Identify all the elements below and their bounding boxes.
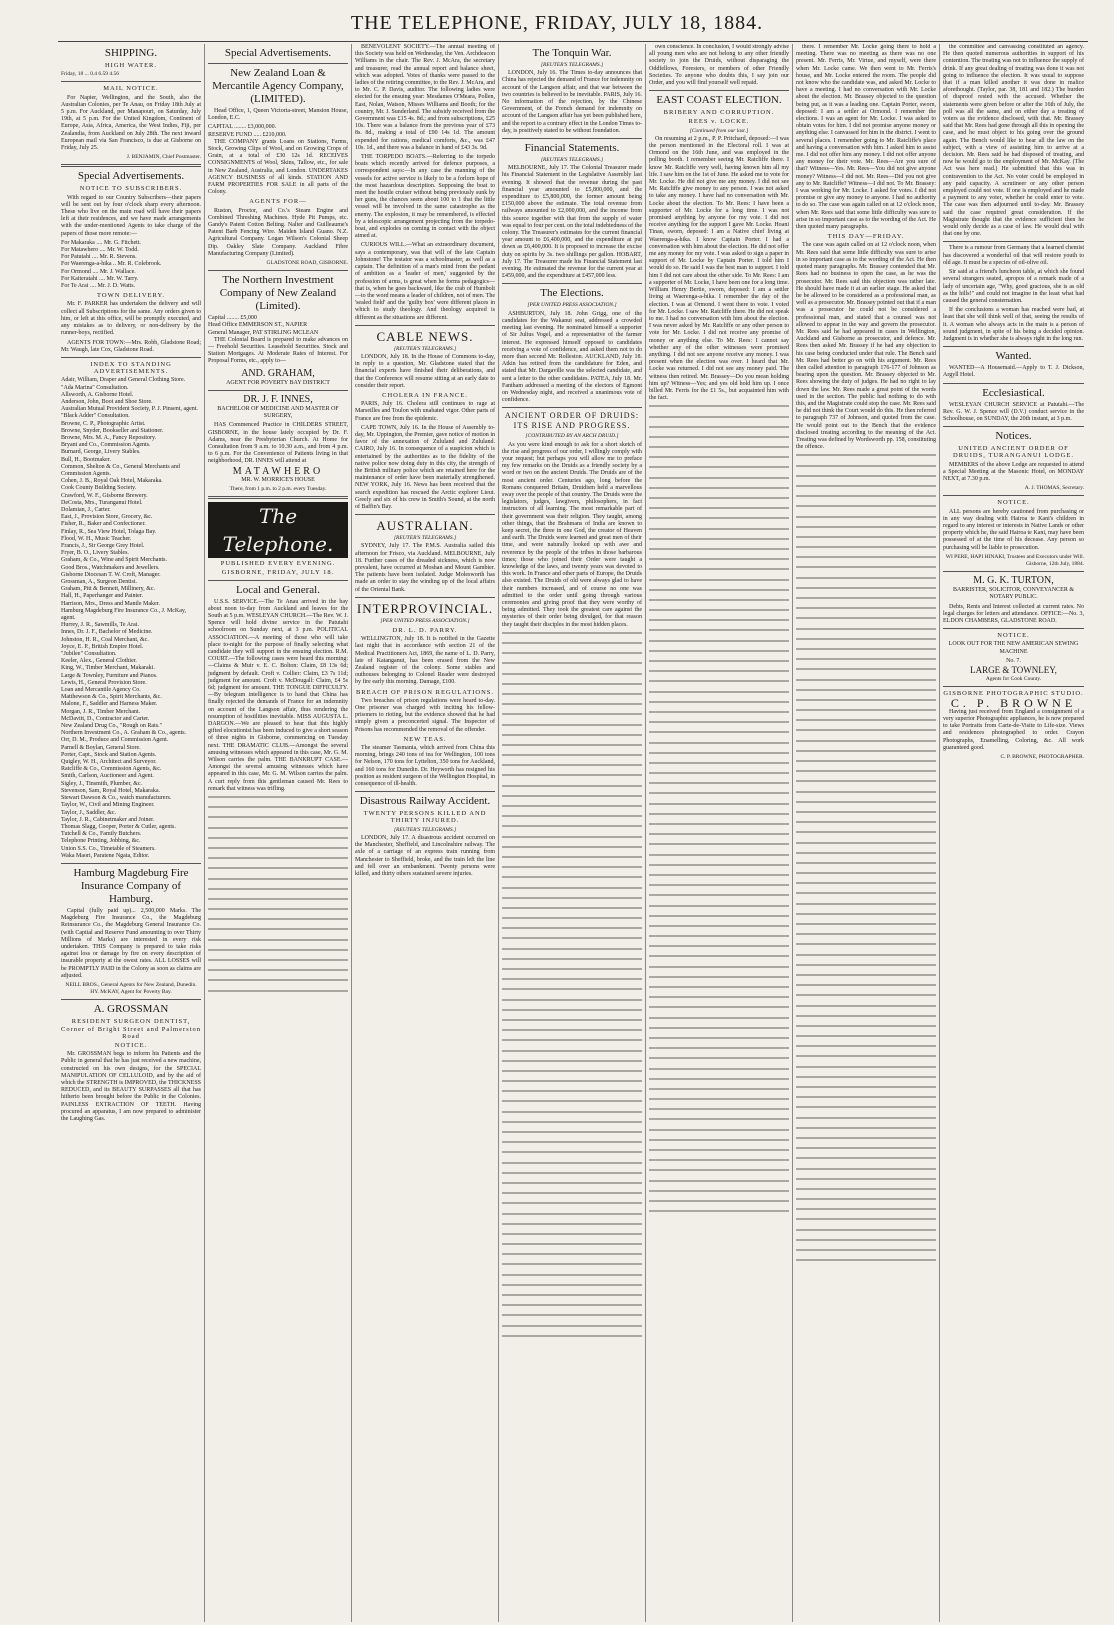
elections-text: ASHBURTON, July 18. John Grigg, one of the candidates for the Wakanui seat, addressed a crowded meeting last evening. He nominated himself a supporter of Sir Julius Vogel, and a representative of the farmer interest. He expressed himself opposed to candidates receiving a vote of confidence, and asked them not to do more than second Mr. Rolleston. AUCKLAND, July 18. Atkin has retired from the candidature for Eden, and stated that Mr. Dargaville was the selected candidate, and sent a letter to the other candidates. PATEA, July 18. Mr. Fantham addressed a meeting of the electors of Egmont on Wednesday night, and received a unanimous vote of confidence. (502, 310, 642, 404)
agents-text: Ruston, Proctor, and Co.'s Steam Engine and Combined Threshing Machines. Hyde Pit Pumps, etc. Gandy's Patent Cotton Belting. Nalter and Guilleaume's Patent Barb Fencing Wire. Maiden Island Guano. N.Z. Agricultural Company. Logan Wilson's Colonial Sheep Dip. Oakley Slate Company. Auckland Fibre Manufacturing Company (Limited). (208, 207, 348, 257)
index-item: Matthewson & Co., Spirit Merchants, &c. (61, 694, 162, 701)
grossman-heading: A. GROSSMAN (93, 1003, 169, 1016)
teas-text: The steamer Tasmania, which arrived from China this morning, brings 240 tons of tea for Wellington, 100 tons for Nelson, 170 tons for Lyttelton, 350 tons for Auckland, and 160 tons for Dunedin. Dr. Heyworth has resigned his position as resident surgeon of the Wellington Hospital, in consequence of ill-health. (355, 745, 495, 788)
index-item: Francis, J., Sir George Grey Hotel. (61, 542, 145, 549)
tonquin-heading: The Tonquin War. (532, 47, 612, 59)
text-filler (796, 454, 936, 1266)
browne-text: Having just received from England a consignment of a very superior Photographic appliances, he is now prepared to take Portraits from Carte-de-Visite to Life-size. Views and residences photographed to order. Crayon Photographs, Enamelling, Coloring, &c. All work guaranteed good. (943, 708, 1084, 751)
northern-capital: Capital ........ £5,000 (208, 315, 257, 322)
lookout-ad: LOOK OUT FOR THE NEW AMERICAN SEWING MACHINE (948, 641, 1079, 655)
northern-text: THE Colonial Board is prepared to make advances on— Freehold Securities. Leasehold Securities. Stock and Station Mortgages. At Moderate Rates of Interest. For Proposal Forms, etc., apply to— (208, 336, 348, 365)
index-item: Hall, H., Paperhanger and Painter. (61, 593, 143, 600)
divider (355, 325, 495, 326)
railway-text: LONDON, July 17. A disastrous accident occurred on the Manchester, Sheffield, and Lincolnshire railway. The axle of a carriage of an express train running from Manchester to Sheffield, broke, and the train left the line and fell over an embankment. Twenty persons were killed, and thirty others sustained severe injuries. (355, 834, 495, 877)
index-item: Taylor, J. R., Cabinetmaker and Joiner. (61, 816, 155, 823)
financial-heading: Financial Statements. (524, 142, 620, 155)
index-item: Browne, Snyder, Bookseller and Stationer. (61, 427, 164, 434)
index-item: Good Bros., Watchmakers and Jewellers. (61, 564, 160, 571)
divider (943, 426, 1084, 427)
rees-locke-text: On resuming at 2 p.m., P. P. Pritchard, deposed:—I was the person mentioned in the Electoral roll. I was at Ormond on the 16th June, and was employed in the polling booth. I remember seeing Mr. Ratcliffe there. I know Mr. Ratcliffe very well, having known him all my life. I saw him on the 1st of June. He asked me to vote for Mr. Locke. He did not give me any money. I did not see Mr. Ratcliffe give money to any person. I was not asked to take any money. I have had no conversation with Mr. Locke about the election. To Mr. Rees: I have been a supporter of Mr. Locke for a long time. I was not promised anything by anyone for my vote. I did not receive anything for the support I gave Mr. Locke. Hoani Tinau, sworn, deposed: I am a Native chief living at Waerenga-a-hika. I know Captain Porter. I had a conversation with him about the election. He did not offer me any money for my vote. I was asked to sign a paper in support of Mr. Locke by Captain Porter. I told him I would do so. He said I was the best man to support. I told him I did not care about the other side. To Mr. Rees: I am a supporter of Mr. Locke, I have been one for a long time. William Henry Bertie, sworn, deposed: I am a settler living at Waerenga-a-hika. I remember the day of the election. I was at Ormond. I went there to vote. I voted for Mr. Locke. I saw Mr. Ratcliffe there. He did not speak to me. I had no conversation with him about the election. I was never asked by Mr. Ratcliffe or any other person to vote for Mr. Locke. I did not receive any promise of money or anything else. To Mr. Rees: I cannot say whether any of the other witnesses were promised anything. I did not see anyone receive any money. I was present when the election was over. I heard that Mr. Locke was returned. I did not see any money paid. The witness then retired. Mr. Brassey—Do you mean holding him up? Witness—Yes; and yes old hold him up. I once billed Mr. Ferris for the £1 5s., but acquainted him with the fact. (649, 135, 789, 402)
notice-text: ALL persons are hereby cautioned from purchasing or in any way dealing with Hairoa te Kani's children in regard to any interest or interests in Native Lands or other property which he, the said Hairoa te Kani, may have been possessed of at the time of his decease. Any person so purchasing will be liable to prosecution. (943, 508, 1084, 551)
index-item: Hurrey, J. R., Sawmills, Te Arai. (61, 622, 139, 629)
divider (943, 686, 1084, 687)
argument-text: the committee and canvassing constituted an agency. He then quoted numerous authorities in support of his contention. The treating was not to influence the supply of drink. If any great dealing of treating was done it was not going to influence the election. It was usual to suppose that if a man killed another it was done in malice aforethought. (Taylor, par. 38, 181 and 182.) The burden of disproof rested with the accused. Whether the statements were given before or after the 16th of July, the poll was all the same, and on either day a treating of voters as the evidence disclosed, with that. Mr. Brassey said that Mr. Rees had gone through all this in opening the case, and he must object to his going over the ground again. The Bench would like to hear all the law on the subject, with a view of assisting him to arrive at a decision. Mr. Rees said he had disposed of treating, and now he would go to the employment of Mr. McKay. (The Act was here read.) He submitted that this was in contravention to the Act. No voter could be employed in any paid capacity. A scrutineer or any other person employed could not vote. If one is employed and he made a payment to any voter, whether he could enter to vote. The case was then adjourned until to-day. Mr. Brassey said the case required great consideration. If the Magistrate thought that the evidence sufficient then he would only decide as a case of law. He would deal with that one by one. (943, 44, 1084, 238)
column-2 (205, 44, 352, 1622)
breach-text: Two breaches of prison regulations were heard to-day. One prisoner was charged with inciting his fellow-prisoners to rioting, but the evidence showed that he had simply given a preconcerted signal. The Inspector of Prisons has recommended the removal of the offender. (355, 697, 495, 733)
index-item: Graham, Pitt & Bennett, Millinery, &c. (61, 586, 156, 593)
index-item: Keeler, Alex., General Clothier. (61, 658, 137, 665)
masthead-title: THE TELEPHONE, FRIDAY, JULY 18, 1884. (350, 12, 764, 34)
australian-caption: [REUTER'S TELEGRAMS.] (393, 535, 457, 542)
graham-name: AND. GRAHAM, (241, 367, 315, 379)
large-townley: LARGE & TOWNLEY, (970, 665, 1057, 676)
index-item: Joyce, E. P., British Empire Hotel. (61, 643, 144, 650)
local-heading: Local and General. (236, 583, 320, 596)
friday-text: The case was again called on at 12 o'clock noon, when Mr. Rees said that some little difficulty was sure to arise in so important case as to the wording of the Act. He then quoted many paragraphs. Mr. Brassey contended that Mr. Rees had no business to open the case, as he was the prosecutor. Mr. Rees said this objection was rather late. He should have made it at an earlier stage. He asked that he be allowed to be considered as a professional man, as well as a prosecutor. Mr. Brassey pointed out that if a man was a prosecutor he could not be considered a professional man, and stated that a counsel was not allowed to appear in the way and govern the prosecutor. Mr. Rees said he had appeared in cases in Wellington, Auckland and Gisborne as prosecutor, and defence. Mr. Rees then asked Mr. Brassey if he had any objection to his case being conducted under that rule. The Bench said Mr. Rees had better go on with his argument. Mr. Rees then called attention to paragraph 176-177 of Johnson as bearing upon the question. Mr. Brassey objected to Mr. Rees showing the duty of judges. He had no right to lay down the law. Mr. Rees made a great point of the words used in the section. The public had nothing to do with this, and the Magistrate could stop the case. Mr. Rees said he did not think the Court would do this. He then referred to paragraph 737 of Johnson, and quoted from the case. He would point out to the Bench that the evidence disclosed treating according to the meaning of the Act. Treating was defined by Wordsworth pp. 158, constituting the offence. (796, 242, 936, 451)
grossman-subheading: RESIDENT SURGEON DENTIST, Corner of Bright Street and Palmerston Road (61, 1018, 201, 1040)
index-item: Tutchell & Co., Family Butchers. (61, 831, 142, 838)
index-item: Adair, William, Draper and General Clothing Store. (61, 377, 186, 384)
index-item: Stewart Dawson & Co., watch manufacturers. (61, 795, 172, 802)
hamburg-heading: Hamburg Magdeburg Fire Insurance Company of Hamburg. (73, 866, 189, 905)
list-item: For Te Arai .... Mr. J. D. Watts. (61, 283, 136, 290)
divider (649, 90, 789, 91)
mail-heading: MAIL NOTICE. (103, 85, 159, 93)
divider (943, 628, 1084, 629)
index-item: Loan and Mercantile Agency Co. (61, 687, 141, 694)
northern-heading: The Northern Investment Company of New Zealand (Limited). (219, 274, 337, 313)
index-item: Waka Maori, Paratene Ngata, Editor. (61, 852, 150, 859)
hearing-text: there. I remember Mr. Locke going there to hold a meeting. There was no meeting as there was no one present. Mr. Ferris, Mr. Virtue, and myself, were there when Mr. Locke came. We then went to Mr. Ferris's house, and Mr. Locke entered the room. The people did not know who the candidate was, and asked Mr. Locke to have a meeting. I had no conversation with Mr. Locke about the election. Mr. Brassey objected to the question being put, as it was a leading one. Captain Porter, sworn, deposed: I am a settler at Ormond. I remember the elections. I was an agent for Mr. Locke. I was asked to obtain votes for him. I did not promise anyone money or anything else. I canvassed for him in the district. I went to several places. I remember going to Mr. Ratcliffe's place and having a conversation with him. I asked him to assist me. I did not offer him any money. I did not offer anyone any money for their vote. Mr. Rees—Are you sure of that? Witness—Yes. Mr. Rees—You did not give anyone money? Witness—I did not. Mr. Rees—Did you not give any to Mr. Ratcliffe? Witness—I did not. To Mr. Brassey: I was working for Mr. Locke. I asked for votes. I did not promise or give any money to anyone. I had no authority to do so. The case was again called on at 12 o'clock noon, when Mr. Rees said that some little difficulty was sure to arise in so important case as to the wording of the Act. He then quoted many paragraphs. (796, 44, 936, 231)
index-item: Lewis, H., General Provision Store. (61, 679, 147, 686)
innes-name: DR. J. F. INNES, (243, 393, 313, 405)
elections-heading: The Elections. (540, 287, 604, 300)
index-item: Morgan, J. R., Timber Merchant. (61, 708, 141, 715)
hamburg-signature: NEILL BROS., General Agents for New Zealand, Dunedin. HY. McKAY, Agent for Poverty Bay. (65, 981, 197, 996)
innes-ad (208, 394, 348, 420)
column-4 (499, 44, 646, 1622)
index-item: Browne, C. P., Photographic Artist. (61, 420, 146, 427)
subscribers-heading: NOTICE TO SUBSCRIBERS. (79, 185, 183, 193)
turton-text: Debts, Rents and Interest collected at current rates. No legal charges for letters and attendance. OFFICE:—No. 3, ELDON CHAMBERS, GLADSTONE ROAD. (943, 603, 1084, 624)
list-item: For Patutahi .... Mr. R. Stevens. (61, 254, 137, 261)
parry-heading: DR. L. D. PARRY. (392, 627, 458, 635)
druids-notice-heading: UNITED ANCIENT ORDER OF DRUIDS, TURANGANUI LODGE. (953, 445, 1074, 460)
benevolent-text: BENEVOLENT SOCIETY.—The annual meeting of this Society was held on Wednesday, the Ven. Archdeacon Williams in the chair. The Rev. J. McAra, the secretary and treasurer, read the annual report and balance sheet, which was adopted. Votes of thanks were passed to the ladies of the retiring committee, to the Rev. J. McAra, and to Mr. C. P. Davis, auditor. The following ladies were elected for the ensuing year: Mesdames O'Meara, Pollen, East, Nolan, Watson, Misses Williams and Booth; for the country, Mr. J. Sunderland. The subsidy received from the Government was £15 4s. 8d.; and from subscriptions, £25 10s. There was a balance from the previous year of £73 8s. 8d., making a total of £90 14s 1d. The amount expended for rations, medical comforts, &c., was £47 10s. 1d., and there was a balance in hand of £43 3s. 9d. (355, 44, 495, 151)
index-item: Quigley, W. H., Architect and Surveyor. (61, 759, 157, 766)
torpedo-text: THE TORPEDO BOATS.—Referring to the torpedo boats which recently arrived for defence purposes, a correspondent says:—In any case the manning of the vessels for active service is likely to be a forlorn hope of the most hazardous description. Supposing the boat to meet the hostile cruiser without being previously sunk by her guns, the chances seem about 100 to 1 that the little vessel will be involved in the same catastrophe as the enemy. The explosion, it may be remembered, is effected by a telescopic arrangement projecting from the torpedo-boat, and explodes on coming in contact with the object aimed at. (355, 154, 495, 240)
breach-heading: BREACH OF PRISON REGULATIONS. (355, 688, 495, 696)
divider (943, 346, 1084, 347)
index-item: Northern Investment Co., A. Graham & Co., agents. (61, 730, 187, 737)
reserve-line: RESERVE FUND ..... £210,000. (208, 131, 287, 138)
index-item: "Black Adder" Consultation. (61, 413, 130, 420)
index-item: Crawford, W. F., Gisborne Brewery. (61, 492, 148, 499)
index-item: Gisborne Diocesan T. W. Croft, Manager. (61, 571, 161, 578)
masthead (0, 0, 1114, 42)
index-item: Johnston, H. R., Coal Merchant, &c. (61, 636, 149, 643)
list-item: For Matawhero .... Mr. W. Todd. (61, 247, 139, 254)
conclusions-text: If the conclusions a woman has reached were bad, at least that she will think well of that, seeing the results of it. A woman who always acts in the main is a person of sound judgment, in spite of his being a decided opinion. Judgment is in whether she is always right in the long run. (943, 307, 1084, 342)
railway-subheading: TWENTY PERSONS KILLED AND THIRTY INJURED. (363, 810, 487, 825)
column-5 (646, 44, 793, 1622)
masthead-rule (58, 41, 1088, 42)
nz-loan-office: Head Office, 1, Queen Victoria-street, Mansion House, London, E.C. (208, 108, 348, 122)
divider (61, 863, 201, 864)
bribery-heading: BRIBERY AND CORRUPTION. (663, 109, 775, 117)
tide-heading: HIGH WATER. (104, 62, 158, 69)
capital-line: CAPITAL ........ £3,000,000. (208, 124, 277, 131)
divider (943, 241, 1084, 242)
large-townley-subtitle: Agents for Cook County. (985, 676, 1042, 683)
east-coast-heading: EAST COAST ELECTION. (656, 94, 782, 107)
index-item: "Jubilee" Consultation. (61, 651, 117, 658)
railway-heading: Disastrous Railway Accident. (359, 795, 491, 808)
town-agents: AGENTS FOR TOWN:—Mrs. Robb, Gladstone Road; Mr. Waugh, late Cox, Gladstone Road. (61, 339, 201, 353)
special-heading: Special Advertisements. (77, 170, 185, 183)
grossman-text: Mr. GROSSMAN begs to inform his Patients and the Public in general that he has just received a new machine, constructed on his own designs, for the SPECIAL MANIPULATION OF CELLULOID, and by the aid of which the STRENGTH is IMPROVED, the THICKNESS REDUCED, and its BEAUTY SURPASSES all that has hitherto been brought before the Public in the Colonies. PAINLESS EXTRACTION OF TEETH. Having procured an apparatus, I am now prepared to administer the Laughing Gas. (61, 1051, 201, 1122)
cable-text: LONDON, July 18. In the House of Commons to-day, in reply to a question, Mr. Gladstone stated that the financial experts have finished their deliberations, and that the Conference will resume sitting at an early date to consider their report. (355, 353, 495, 389)
innes-subtitle: BACHELOR OF MEDICINE AND MASTER OF SURGERY, (217, 405, 339, 420)
hamburg-text: Capital (fully paid up)... 2,500,000 Marks. The Magdeburg Fire Insurance Co., the Magdeburg Reinsurance Co., the Magdeburg General Insurance Co. (with Capital and Reserve Fund amounting to over Thirty Millions of Marks) are interested in every risk undertaken. THIS Company is prepared to take risks against loss or damage by fire on every description of insurable property at the owest rates. ALL LOSSES will be PROMPTLY PAID in the Colony as soon as claims are adjusted. (61, 907, 201, 979)
graham-ad (208, 368, 348, 387)
index-item: Parnell & Boylan, General Store. (61, 744, 141, 751)
index-item: New Zealand Drug Co., "Rough on Rats." (61, 723, 163, 730)
column-3 (352, 44, 499, 1622)
column-7 (940, 44, 1087, 1622)
published-line: PUBLISHED EVERY EVENING. (220, 560, 336, 568)
divider (61, 164, 201, 167)
interprovincial-caption: [PER UNITED PRESS ASSOCIATION.] (380, 617, 470, 624)
machine-number: No. 7. (1006, 657, 1021, 664)
cable-caption: [REUTER'S TELEGRAMS.] (393, 345, 457, 352)
index-item: Taylor, J., Saddler, &c. (61, 809, 117, 816)
index-item: Burnard, George, Livery Stables. (61, 449, 141, 456)
graham-subtitle: AGENT FOR POVERTY BAY DISTRICT (226, 379, 330, 386)
index-item: Malone, F., Saddler and Harness Maker. (61, 701, 158, 708)
druids-conclusion: own conscience. In conclusion, I would strongly advise all young men who are not belong to any other friendly society to join the Druids, without disparaging the Oddfellows, Foresters, or members of other Friendly Societies. To anyone who doubts this, I say join our Order, and you will find yourself well repaid. (649, 44, 789, 87)
browne-name: C. P. BROWNE (950, 695, 1077, 710)
druids-caption: [CONTRIBUTED BY AN ARCH DRUID.] (525, 433, 619, 440)
dateline: GISBORNE, FRIDAY, JULY 18. (221, 569, 335, 577)
text-filler (208, 796, 348, 997)
turton-ad (943, 575, 1084, 601)
index-item: Telephone Printing, Jobbing, &c. (61, 838, 141, 845)
index-item: Innes, Dr. J. F., Bachelor of Medicine. (61, 629, 153, 636)
local-text: U.S.S. SERVICE.—The Te Anau arrived in the bay about noon to-day from Auckland and leaves for the South at 5 p.m. WESLEYAN CHURCH.—The Rev. W. J. Spence will hold divine service in the Patutahi schoolroom on Sunday next, at 3 p.m. POLITICAL ASSOCIATION.—A meeting of those who will take place to-night for the purpose of finally selecting what candidate they will support in the ensuing election. R.M. COURT.—The following cases were heard this morning:—Claims & Muir v. E. C. Bolton: Claim, £8 13s 6d; judgment by default. Croft v. Collier: Claim, £3 7s 11d; judgment for amount. Croft v. McDougall: Claim, £4 5s 6d; judgment for amount. THE TONGUE DIFFICULTY.—By telegram intelligence is to hand that China has finally rejected the demands of France for an indemnity on account of the Langson affair, thus rendering the resumption of hostilities inevitable. MISS AUGUSTA L. DARGON.—We are pleased to hear that this highly gifted elocutionist has been induced to give a short season of three nights in Gisborne, commencing on Tuesday next. THE DRAMATIC CLUB.—Amongst the several amusing witnesses which appeared in this case, Mr. G. M. Wilson carries the palm. THE BANKRUPT CASE.—Amongst the several amusing witnesses which have appeared in this case, Mr. G. M. Wilson carries the palm. A curt reply from this gentleman caused Mr. Rees to remark that witness was trifling. (208, 598, 348, 792)
index-item: Thomas Slagg, Cooper, Porter & Cutler, agents. (61, 823, 176, 830)
elections-caption: [PER UNITED PRESS ASSOCIATION.] (527, 302, 617, 309)
index-item: Ratcliffe & Co., Commission Agents, &c. (61, 766, 162, 773)
index-item: Dolamian, J., Carter. (61, 506, 111, 513)
index-item: Harrison, Mrs., Dress and Mantle Maker. (61, 600, 160, 607)
grossman-notice: NOTICE. (114, 1041, 148, 1049)
cholera-heading: CHOLERA IN FRANCE. (382, 391, 468, 399)
divider (502, 138, 642, 139)
ecclesiastical-text: WESLEYAN CHURCH SERVICE at Patutahi.—The Rev. G. W. J. Spence will (D.V.) conduct service in the Schoolhouse, on SUNDAY, the 20th instant, at 3 p.m. (943, 401, 1084, 422)
index-item: DeCosta, Mrs., Turanganui Hotel. (61, 499, 143, 506)
list-item: For Waerenga-a-hika .. Mr. R. Colebrook. (61, 261, 162, 268)
index-item: McDavitt, D., Contractor and Carter. (61, 715, 150, 722)
index-item: King, W., Timber Merchant, Makaraki. (61, 665, 155, 672)
friday-heading: THIS DAY—FRIDAY. (827, 233, 905, 241)
turton-subtitle: BARRISTER, SOLICITOR, CONVEYANCER & NOTARY PUBLIC. (952, 587, 1075, 601)
cholera-text: PARIS, July 16. Cholera still continues to rage at Marseilles and Toulon with unabated vigor. Other parts of France are free from the epidemic. (355, 401, 495, 422)
druids-notice-text: MEMBERS of the above Lodge are requested to attend a Special Meeting at the Masonic Hotel, on MONDAY NEXT, at 7.30 p.m. (943, 461, 1084, 482)
interprovincial-heading: INTERPROVINCIAL. (356, 600, 494, 616)
notices-heading: Notices. (995, 430, 1032, 443)
subscribers-text: With regard to our Country Subscribers—their papers will be sent out by four o'clock sharp every afternoon. These who live on the main road will have their papers left at their residences, and we have made arrangements with the under-mentioned Agents to take charge of the papers of those more remote:— (61, 194, 201, 237)
nz-loan-text: THE COMPANY grants Loans on Stations, Farms, Stock, Growing Clips of Wool, and on Growing Crops of Grain, at a total of £30 12s 1d. RECEIVES CONSIGNMENTS of Wool, Skins, Tallow, etc., for sale in New Zealand, Australia, and London. UNDERTAKES AGENCY BUSINESS of all kinds. STATION AND FARM PROPERTIES FOR SALE in all parts of the Colony. (208, 138, 348, 196)
index-item: Sigley, J., Tinsmith, Plumber, &c. (61, 780, 143, 787)
mail-signature: J. BENJAMIN, Chief Postmaster. (126, 154, 201, 161)
tonquin-caption: [REUTER'S TELEGRAMS.] (540, 62, 604, 68)
cable-heading: CABLE NEWS. (376, 328, 474, 344)
druids-text: As you were kind enough to ask for a short sketch of the rise and progress of our order, I willingly comply with your request; but perhaps you will allow me to preface my few remarks on the Druids as a friendly society by a word or two on the ancient Druids. The Druids are of the most ancient order. Centuries ago, long before the Romans conquered Britain, Druidism held a marvellous sway over the people of that country. The Druids were the legislators, judges, lawgivers, philosophers, in fact instructors of all learning. The most remarkable part of their government was their religion. They taught, among other things, that the Brahmans of India are known to keep secret, the three in one God, the creator of Heaven and earth. The Druids were learned and great men of their time, and were naturally looked up with awe and reverence by the people of the tribes in those barbarous times; those who joined their Order were taught a knowledge of the laws, and twenty years was devoted to this work. In France and other parts of Europe, the Druids also existed. The Druids of old were always glad to have their numbers increased, and of course no one was admitted to the order until going through various ceremonies and giving proof that they were worthy of being admitted. They took the greatest care against the mysteries of their order being divulged, for that reason they taught their disciples in the most hidden places. (502, 441, 642, 628)
divider (208, 390, 348, 391)
index-item: Browne, Mrs. M. A., Fancy Repository. (61, 434, 157, 441)
town-text: Mr. F. PARKER has undertaken the delivery and will collect all Subscriptions for the same. Any orders given to him, or left at this office, will be promptly executed, and any mistakes as to delivery, or non-delivery by the runner-boys, rectified. (61, 301, 201, 337)
text-filler (649, 405, 789, 1217)
agents-heading: AGENTS FOR— (249, 198, 307, 206)
luncheon-text: Sir said at a friend's luncheon table, at which she found several strangers seated, apropos of a remark made of a lady of uncertain age, "Why, good gracious, she is as old as the hills!" and could not imagine in the least what had caused the general consternation. (943, 269, 1084, 304)
index-item: Cook County Building Society. (61, 485, 137, 492)
index-item: Porter, Capt., Stock and Station Agents. (61, 751, 157, 758)
studio-heading: GISBORNE PHOTOGRAPHIC STUDIO. (943, 690, 1084, 698)
australian-text: SYDNEY, July 17. The P.M.S. Australia sailed this afternoon for Frisco, via Auckland. MELBOURNE, July 18. Further cases of the dreaded sickness, which is now prevalent, have occurred at Moshan and Mount Gambier. The patients have been isolated. Judge Molesworth has made an order to stay the winding up of the local affairs of the Oriental Bank. (355, 543, 495, 593)
text-filler (502, 632, 642, 1342)
innes-text: HAS Commenced Practice in CHILDERS STREET, GISBORNE, in the house lately occupied by Dr. F. Adams, near the Presbyterian Church. At Home for Consultation from 9 a.m. to 10.30 a.m., and from 4 p.m. to 6 p.m. For the Convenience of Patients living in that neighborhood, DR. INNES will attend at (208, 422, 348, 465)
divider (502, 407, 642, 408)
australian-heading: AUSTRALIAN. (376, 518, 474, 534)
index-item: Bull, H., Bootmaker. (61, 456, 111, 463)
list-item: For Ormond .... Mr. J. Wallace. (61, 268, 136, 275)
northern-manager: General Manager, PAT STIRLING MCLEAN (208, 329, 319, 336)
index-item: Union S.S. Co., Timetable of Steamers. (61, 845, 156, 852)
divider (208, 496, 348, 499)
shipping-heading: SHIPPING. (104, 47, 158, 59)
financial-text: MELBOURNE, July 17. The Colonial Treasurer made his Financial Statement in the Legislative Assembly last evening. It showed that the revenue during the past financial year amounted to £5,800,000, and the expenditure to £5,800,000, the former amount being £150,000 above the estimate. The total revenue from railways amounted to £2,000,000, and the income from this source together with that from the supply of water was equal to four per cent. on the total indebtedness of the colony. The Treasurer's estimates for the current financial year amount to £6,400,000, and the expenditure at put down as £6,400,000. It is proposed to increase the excise duty on spirits by 3s. two shillings per gallon. HOBART, July 17. The Treasurer made his Financial Statement last evening. He estimated the revenue for the current year at £459,000, and the expenditure at £457,000 less. (502, 165, 642, 280)
wanted-text: WANTED—A Housemaid.—Apply to T. J. Dickson, Argyll Hotel. (943, 365, 1084, 379)
index-item: Flood, W. H., Music Teacher. (61, 535, 132, 542)
teas-heading: NEW TEAS. (403, 735, 447, 743)
tide-row: Friday, 18 ... 0.4 6.59 4.56 (61, 71, 120, 78)
northern-office: Head Office EMMERSON ST., NAPIER (208, 322, 308, 329)
town-heading: TOWN DELIVERY. (97, 292, 165, 300)
agents-list (61, 240, 201, 290)
index-item: Hamburg Magdeburg Fire Insurance Co., J. McKay, agent. (61, 607, 187, 622)
index-item: Anderson, John, Boot and Shoe Store. (61, 398, 153, 405)
tonquin-text: LONDON, July 16. The Times to-day announces that China has rejected the demand of France for indemnity on account of the Langson affair, and that war between the two countries is believed to be inevitable. PARIS, July 16. No information of the rejection, by the Chinese Government, of the French demand for indemnity on account of the Langson affair has yet been published here, and the report to a contrary effect in the London Times to-day, is positively stated to be without foundation. (502, 70, 642, 134)
divider (943, 383, 1084, 384)
divider (61, 999, 201, 1000)
druids-heading: ANCIENT ORDER OF DRUIDS: ITS RISE AND PROGRESS. (504, 411, 640, 431)
cable-text-2: CAPE TOWN, July 16. In the House of Assembly to-day, Mr. Uppington, the Premier, gave notice of motion in favor of the annexation of Zululand and Zululand. CAIRO, July 16. In consequence of a suspicion which is entertained by the authorities as to the fidelity of the native police now doing duty in this city, the strength of the British military police which are retained here for the maintenance of order have been materially strengthened. NEW YORK, July 16. News has been received that the search expedition has rescued the Arctic explorer Lieut. Greely and six of his crew in Smith's Sound, at the north of Baffin's Bay. (355, 424, 495, 510)
columns (58, 44, 1088, 1622)
financial-caption: [REUTER'S TELEGRAMS.] (540, 157, 604, 164)
index-item: Finlay, R., Sea View Hotel, Tolaga Bay. (61, 528, 157, 535)
divider (61, 81, 201, 82)
divider (208, 63, 348, 64)
index-item: Stevenson, Sam, Royal Hotel, Makaraka. (61, 787, 160, 794)
wanted-heading: Wanted. (995, 350, 1032, 363)
morrice-label: MR. W. MORRICE'S HOUSE (241, 476, 315, 483)
divider (502, 283, 642, 284)
index-item: Large & Townley, Furniture and Pianos. (61, 672, 158, 679)
mail-text: For Napier, Wellington, and the South, also the Australian Colonies, per Te Anau, on Friday 18th July at 5 p.m. For Auckland, per Manapouri, on Saturday, July 19th, at 5 p.m. For the United Kingdom, Continent of Europe, Asia, Africa, America, the West Indies, Fiji, per Zealandia, from Auckland on July 28th. The next inward European mail via San Francisco, is due at Gisborne on Friday, July 25. (61, 94, 201, 152)
index-list (61, 377, 201, 860)
divider (355, 514, 495, 515)
index-item: Cohen, J. B., Royal Oak Hotel, Makaraka. (61, 478, 163, 485)
divider (208, 270, 348, 271)
divider (208, 580, 348, 581)
index-item: Australian Mutual Provident Society, P. J. Pinsent, agent. (61, 406, 198, 413)
nz-loan-signature: GLADSTONE ROAD, GISBORNE. (266, 260, 348, 267)
index-item: Grossman, A., Surgeon Dentist. (61, 579, 138, 585)
special-heading: Special Advertisements. (224, 47, 332, 59)
browne-signature: C. P. BROWNE, PHOTOGRAPHER. (1000, 754, 1084, 761)
index-heading: INDEX TO STANDING ADVERTISEMENTS. (90, 360, 172, 376)
rumour-text: There is a rumour from Germany that a learned chemist has discovered a wonderful oil that will restore youth to old age. It must be a species of oil-olive oil. (943, 245, 1084, 266)
divider (943, 571, 1084, 572)
divider (61, 357, 201, 358)
divider (355, 791, 495, 792)
index-item: Fryer, B. O., Livery Stables. (61, 550, 129, 557)
index-item: Bryant and Co., Commission Agents. (61, 442, 151, 449)
index-item: Graham, & Co., Wine and Spirit Merchants. (61, 557, 167, 564)
railway-caption: [REUTER'S TELEGRAMS.] (393, 826, 457, 833)
index-item: Taylor, W., Civil and Mining Engineer. (61, 802, 155, 809)
divider (355, 597, 495, 598)
matawhero-label: MATAWHERO (232, 465, 324, 477)
index-item: Fisher, R., Baker and Confectioner. (61, 521, 146, 528)
index-item: Smith, Carlson, Auctioneer and Agent. (61, 773, 154, 780)
curious-will-text: CURIOUS WILL.—What an extraordinary document, says a contemporary, was that will of the late Captain Johnstone! The testator was a schoolmaster, as well as a captain. The definition of a man's mind from the pedant of ambition as a 'leader of men,' suggested by the profession of arms, is great when he forms pedagogics—that is, when he goes backward, like the crab of Humbolt—to the word means a leader of children, not of men. The 'sealed field' and the 'guilty box' were different places in which to study theology. And theology acquired is different as the situations are different. (355, 242, 495, 321)
rees-locke-caption: [Continued from our last.] (689, 127, 749, 134)
ecclesiastical-heading: Ecclesiastical. (982, 386, 1045, 399)
nz-loan-heading: New Zealand Loan & Mercantile Agency Company, (LIMITED). (212, 67, 344, 105)
parry-text: WELLINGTON, July 18. It is notified in the Gazette last night that in accordance with section 21 of the Medical Practitioners Act, 1869, the name of L. D. Parry, late of Katanganui, has been erased from the New Zealand register of the colony. Some stables and outhouses belonging to Colonel Reader were destroyed by fire early this morning. Damage, £100. (355, 636, 495, 686)
index-item: Orr, D. M., Produce and Commission Agent. (61, 737, 169, 744)
notice-signature: WI PERE, HAPI HINAKI, Trustees and Executors under Will. Gisborne, 12th July, 1884. (945, 553, 1084, 567)
list-item: For Makaraka .... Mr. G. Fitchett. (61, 239, 141, 246)
index-item: Allsworth, A. Gisborne Hotel. (61, 391, 134, 398)
divider (943, 495, 1084, 496)
turton-name: M. G. K. TURTON, (973, 575, 1054, 587)
rees-locke-heading: REES v. LOCKE. (688, 118, 750, 126)
notice-heading: NOTICE. (997, 499, 1030, 507)
column-1 (58, 44, 205, 1622)
index-item: East, J., Provision Store, Grocery, &c. (61, 514, 153, 521)
druids-notice-signature: A. J. THOMAS, Secretary. (1024, 485, 1084, 492)
list-item: For Kaiteratahi .... Mr. W. Tarry. (61, 275, 139, 282)
morrice-time: There, from 1 p.m. to 2 p.m. every Tuesday. (229, 485, 327, 492)
index-item: Common, Shelton & Co., General Merchants and Commission Agents. (61, 463, 180, 477)
notice-heading-2: NOTICE. (997, 632, 1030, 640)
index-item: "Ada Marina" Consultation. (61, 384, 129, 391)
column-6 (793, 44, 940, 1622)
nameplate: The Telephone. (208, 502, 348, 558)
